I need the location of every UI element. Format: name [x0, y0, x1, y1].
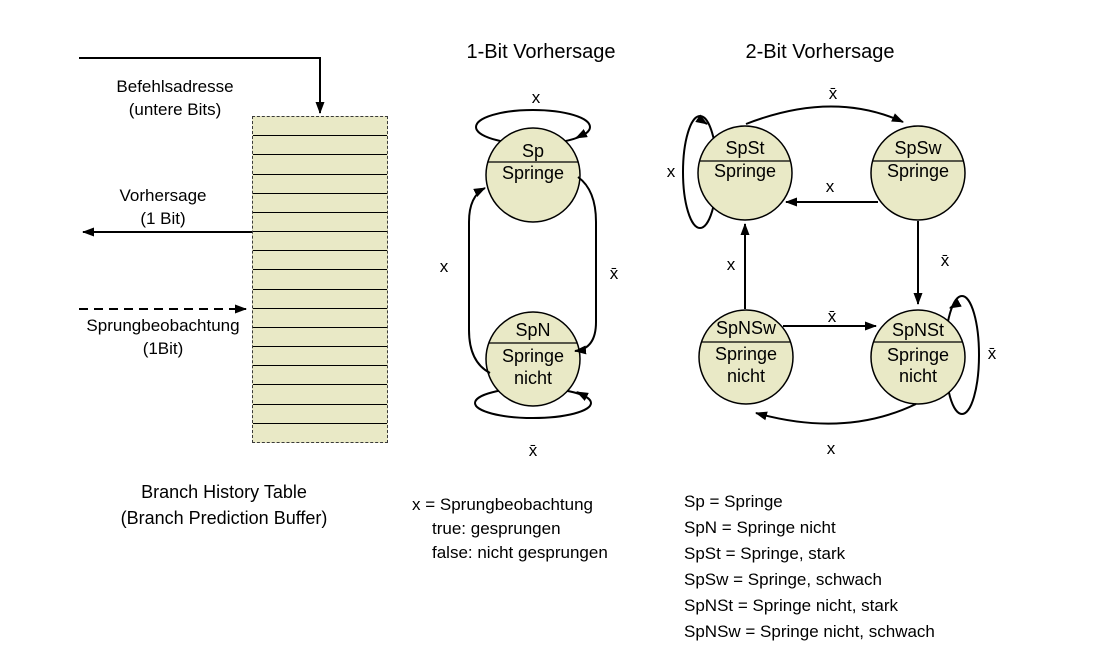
- bht-row: [253, 136, 387, 155]
- state-spn-name: SpN: [515, 320, 551, 341]
- state-spst-name: SpSt: [725, 138, 765, 159]
- state-spnsw-word1: Springe: [714, 344, 778, 365]
- state-spsw-word: Springe: [886, 161, 950, 182]
- legend-states-line-6: SpNSw = Springe nicht, schwach: [684, 622, 935, 641]
- edge-label-spn-self: x̄: [528, 440, 538, 460]
- edge-label-spst-self: x: [666, 161, 676, 181]
- edge-label-spst-to-spsw: x̄: [828, 83, 838, 103]
- bht-row: [253, 366, 387, 385]
- sprungbeobachtung-bits-label: (1Bit): [142, 338, 184, 358]
- state-spst-word: Springe: [713, 161, 777, 182]
- legend-x-line-1: x = Sprungbeobachtung: [412, 495, 594, 514]
- bht-row: [253, 385, 387, 404]
- edge-label-spn-to-sp: x: [439, 256, 449, 276]
- branch-history-table: [252, 116, 388, 443]
- bht-row: [253, 347, 387, 366]
- state-sp-name: Sp: [521, 141, 545, 162]
- bht-row: [253, 117, 387, 136]
- bht-caption-line2: (Branch Prediction Buffer): [120, 508, 328, 529]
- bht-row: [253, 213, 387, 232]
- state-spn-word1: Springe: [501, 346, 565, 367]
- bht-caption-line1: Branch History Table: [141, 482, 307, 503]
- edge-label-spnst-self: x̄: [987, 343, 997, 363]
- state-spnsw-word2: nicht: [726, 366, 766, 387]
- edge-spn-to-sp: [469, 188, 490, 373]
- state-spnst-word1: Springe: [886, 345, 950, 366]
- bht-row: [253, 194, 387, 213]
- one-bit-title: 1-Bit Vorhersage: [466, 41, 616, 63]
- bht-row: [253, 251, 387, 270]
- legend-states-line-2: SpN = Springe nicht: [684, 518, 836, 537]
- edge-label-sp-self: x: [531, 87, 541, 107]
- legend-x-line-2: true: gesprungen: [432, 519, 561, 538]
- bht-row: [253, 175, 387, 194]
- state-sp-word: Springe: [501, 163, 565, 184]
- sprungbeobachtung-label: Sprungbeobachtung: [86, 315, 240, 335]
- vorhersage-label: Vorhersage: [119, 185, 207, 205]
- edge-label-sp-to-spn: x̄: [609, 263, 619, 283]
- state-spsw-name: SpSw: [894, 138, 942, 159]
- bht-row: [253, 290, 387, 309]
- edge-sp-to-spn: [575, 177, 596, 351]
- legend-states-line-4: SpSw = Springe, schwach: [684, 570, 882, 589]
- untere-bits-label: (untere Bits): [128, 99, 222, 119]
- state-spnst-name: SpNSt: [891, 320, 945, 341]
- befehlsadresse-label: Befehlsadresse: [116, 76, 234, 96]
- bht-row: [253, 232, 387, 251]
- edge-label-spsw-to-spst: x: [825, 176, 835, 196]
- bht-row: [253, 405, 387, 424]
- legend-states-line-5: SpNSt = Springe nicht, stark: [684, 596, 899, 615]
- bht-row: [253, 155, 387, 174]
- state-spnst-word2: nicht: [898, 366, 938, 387]
- edge-label-spnst-to-spnsw: x: [826, 438, 836, 458]
- edge-spst-to-spsw: [746, 106, 903, 124]
- edge-label-spnsw-to-spst: x: [726, 254, 736, 274]
- two-bit-title: 2-Bit Vorhersage: [745, 41, 895, 63]
- vorhersage-bits-label: (1 Bit): [140, 208, 186, 228]
- bht-row: [253, 424, 387, 442]
- bht-row: [253, 270, 387, 289]
- legend-states-line-3: SpSt = Springe, stark: [684, 544, 846, 563]
- edge-label-spsw-to-spnst: x̄: [940, 250, 950, 270]
- bht-row: [253, 309, 387, 328]
- bht-row: [253, 328, 387, 347]
- edge-label-spnsw-to-spnst: x̄: [827, 306, 837, 326]
- edge-spnst-to-spnsw: [756, 404, 916, 424]
- state-spnsw-name: SpNSw: [715, 318, 777, 339]
- state-spn-word2: nicht: [513, 368, 553, 389]
- legend-states-line-1: Sp = Springe: [684, 492, 783, 511]
- legend-x-line-3: false: nicht gesprungen: [432, 543, 608, 562]
